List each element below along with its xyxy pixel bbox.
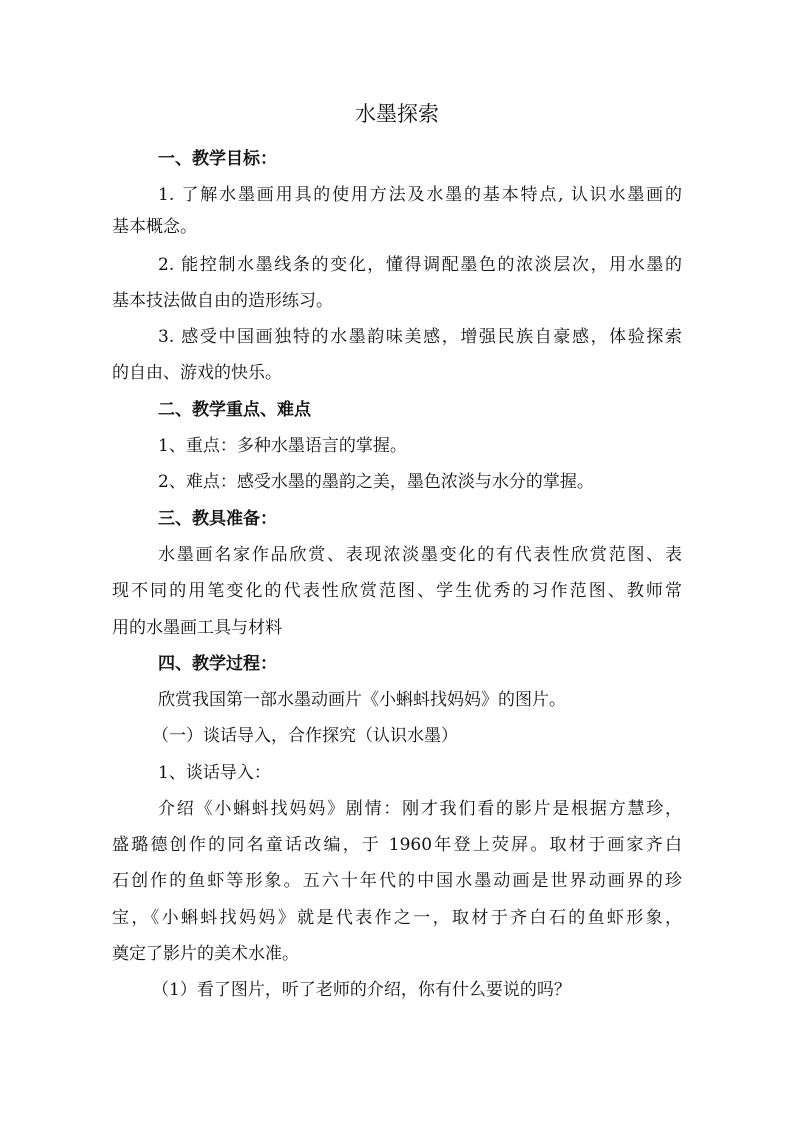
paragraph-line: 1. 了解水墨画用具的使用方法及水墨的基本特点, 认识水墨画的	[158, 185, 682, 205]
question-line: （1）看了图片，听了老师的介绍，你有什么要说的吗？	[152, 980, 571, 1000]
section-heading-materials: 三、教具准备：	[158, 509, 277, 529]
section-heading-objectives: 一、教学目标：	[158, 149, 277, 169]
paragraph-line: 的自由、游戏的快乐。	[112, 363, 282, 383]
paragraph-line: 基本技法做自由的造形练习。	[112, 291, 333, 311]
paragraph-line: 2、难点：感受水墨的墨韵之美，墨色浓淡与水分的掌握。	[158, 472, 594, 492]
paragraph-line: 奠定了影片的美术水准。	[112, 944, 299, 964]
paragraph-line: 用的水墨画工具与材料	[112, 618, 282, 638]
document-title: 水墨探索	[355, 102, 439, 126]
paragraph-line: 石创作的鱼虾等形象。五六十年代的中国水墨动画是世界动画界的珍	[112, 871, 682, 891]
paragraph-line: 1、谈话导入：	[158, 763, 271, 783]
paragraph-line: 宝，《小蝌蚪找妈妈》就是代表作之一，取材于齐白石的鱼虾形象，	[112, 908, 682, 928]
paragraph-line: 3. 感受中国画独特的水墨韵味美感，增强民族自豪感，体验探索	[158, 327, 682, 347]
paragraph-line: 基本概念。	[112, 217, 197, 237]
section-heading-key-points: 二、教学重点、难点	[158, 400, 311, 420]
paragraph-line: 介绍《小蝌蚪找妈妈》剧情：刚才我们看的影片是根据方慧珍，	[158, 799, 682, 819]
paragraph-line: 1、重点：多种水墨语言的掌握。	[158, 436, 407, 456]
paragraph-line: 水墨画名家作品欣赏、表现浓淡墨变化的有代表性欣赏范图、表	[158, 545, 682, 565]
paragraph-line: 2. 能控制水墨线条的变化，懂得调配墨色的浓淡层次，用水墨的	[158, 255, 682, 275]
paragraph-line: 欣赏我国第一部水墨动画片《小蝌蚪找妈妈》的图片。	[158, 690, 566, 710]
paragraph-line: 现不同的用笔变化的代表性欣赏范图、学生优秀的习作范图、教师常	[112, 581, 682, 601]
subsection-heading: （一）谈话导入，合作探究（认识水墨）	[152, 726, 458, 746]
section-heading-process: 四、教学过程：	[158, 654, 277, 674]
paragraph-line: 盛璐德创作的同名童话改编，于 1960年登上荧屏。取材于画家齐白	[112, 835, 682, 855]
